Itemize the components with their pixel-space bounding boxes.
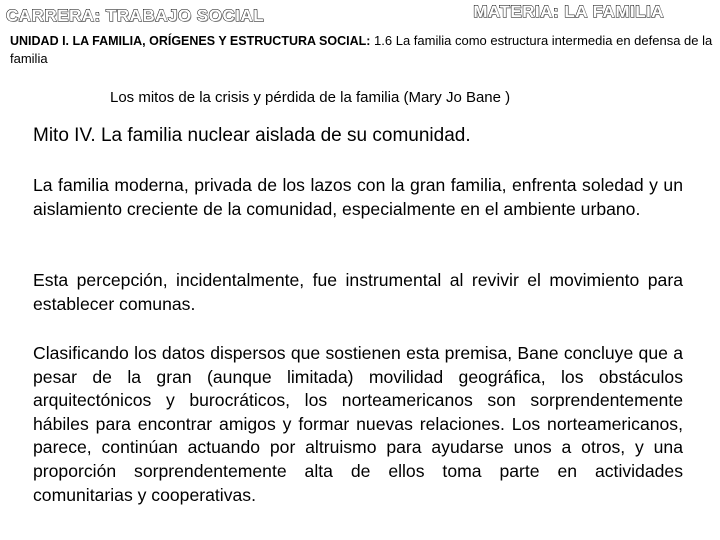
myth-title: Mito IV. La familia nuclear aislada de su comunidad.: [33, 125, 471, 146]
career-heading: CARRERA: TRABAJO SOCIAL: [6, 6, 264, 25]
unit-label: UNIDAD I. LA FAMILIA, ORÍGENES Y ESTRUCTURA SOCIAL:: [10, 34, 371, 48]
unit-topic: 1.6 La familia como estructura intermedia en defensa de la familia: [10, 33, 713, 66]
paragraph-3: Clasificando los datos dispersos que sostienen esta premisa, Bane concluye que a pesar de la gran (aunque limitada) movilidad geográfica, los obstáculos arquitectónicos y burocráticos, los norteamericanos son sorprendentemente hábiles para encontrar amigos y formar nuevas relaciones. Los norteamericanos, parece, continúan actuando por altruismo para ayudarse unos a otros, y una proporción sorprendentemente alta de ellos toma parte en actividades comunitarias y cooperativas.: [33, 343, 683, 505]
subject-heading: MATERIA: LA FAMILIA: [473, 2, 664, 21]
header-bar: [0, 0, 720, 28]
section-subtitle: Los mitos de la crisis y pérdida de la familia (Mary Jo Bane ): [110, 89, 511, 106]
unit-line: [10, 32, 715, 68]
paragraph-1: La familia moderna, privada de los lazos con la gran familia, enfrenta soledad y un aislamiento creciente de la comunidad, especialmente en el ambiente urbano.: [33, 175, 683, 219]
paragraph-2: Esta percepción, incidentalmente, fue instrumental al revivir el movimiento para establecer comunas.: [33, 270, 683, 314]
